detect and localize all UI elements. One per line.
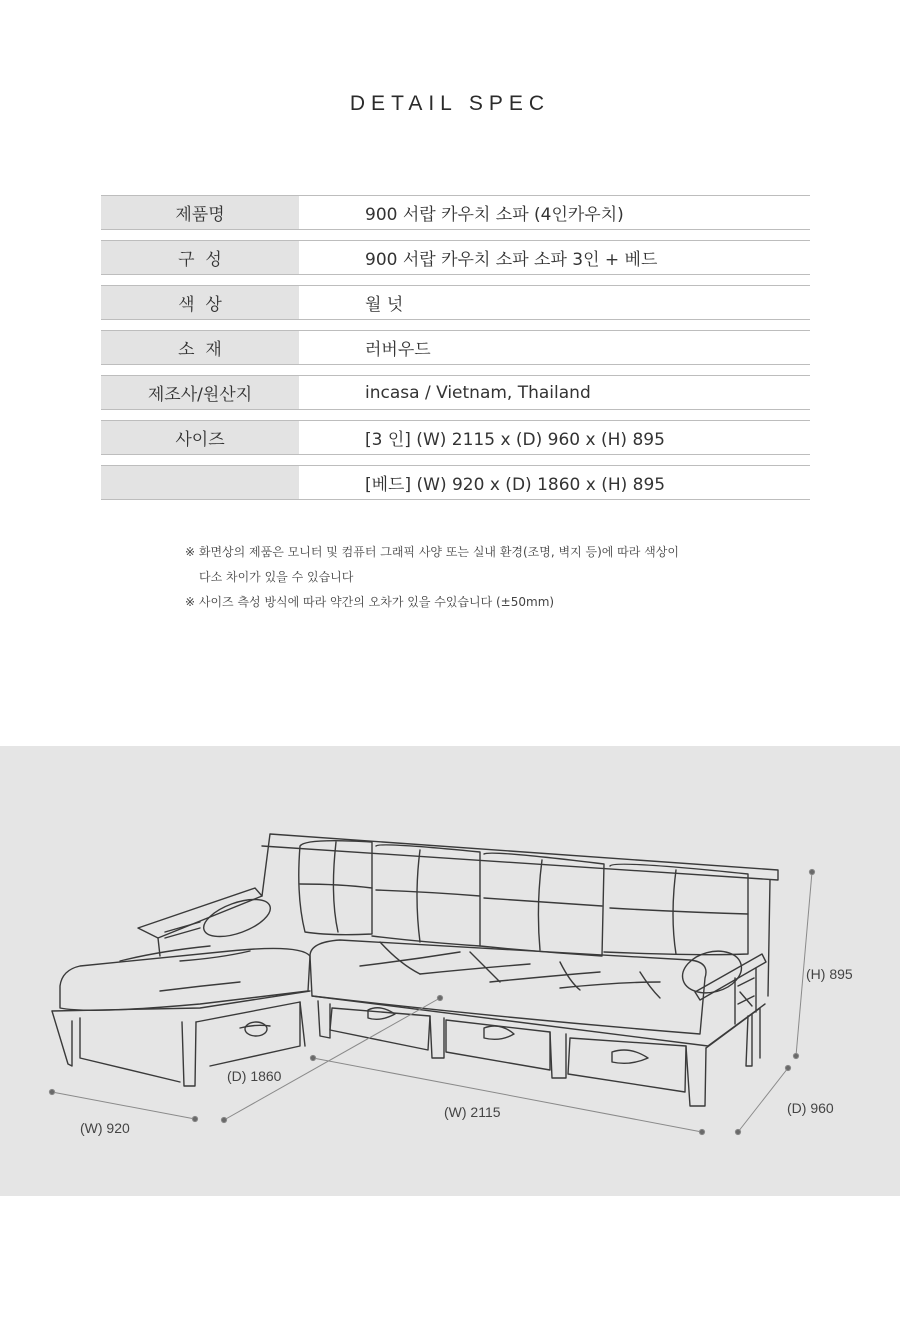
- dim-height: (H) 895: [806, 966, 853, 982]
- notes: [185, 540, 679, 615]
- spec-value: 월 넛: [365, 295, 404, 315]
- spec-value: 900 서랍 카우치 소파 (4인카우치): [365, 205, 624, 225]
- spec-row-color: [101, 285, 810, 320]
- sofa-diagram: [0, 746, 900, 1196]
- spec-row-manufacturer: [101, 375, 810, 410]
- spec-label: 제조사/원산지: [101, 376, 299, 409]
- dim-depth-bed: (D) 1860: [227, 1068, 282, 1084]
- dim-width-bed: (W) 920: [80, 1120, 130, 1136]
- spec-label: 색 상: [101, 286, 299, 319]
- dim-depth-sofa: (D) 960: [787, 1100, 834, 1116]
- spec-value: incasa / Vietnam, Thailand: [365, 382, 591, 403]
- note-line: ※ 사이즈 측성 방식에 따라 약간의 오차가 있을 수있습니다 (±50mm): [185, 595, 555, 609]
- spec-label: [101, 466, 299, 499]
- spec-row-size-sofa: [101, 420, 810, 455]
- spec-row-product-name: [101, 195, 810, 230]
- dim-width-sofa: (W) 2115: [444, 1104, 501, 1120]
- spec-value: [3 인] (W) 2115 x (D) 960 x (H) 895: [365, 430, 665, 450]
- spec-value: [베드] (W) 920 x (D) 1860 x (H) 895: [365, 475, 666, 495]
- spec-row-size-bed: [101, 465, 810, 500]
- spec-label: 구 성: [101, 241, 299, 274]
- spec-row-composition: [101, 240, 810, 275]
- spec-table: [101, 195, 810, 510]
- sofa-line-drawing: [0, 746, 900, 1196]
- spec-label: 제품명: [101, 196, 299, 229]
- spec-row-material: [101, 330, 810, 365]
- note-line: 다소 차이가 있을 수 있습니다: [199, 570, 354, 584]
- spec-value: 러버우드: [365, 340, 431, 360]
- spec-label: 소 재: [101, 331, 299, 364]
- note-line: ※ 화면상의 제품은 모니터 및 컴퓨터 그래픽 사양 또는 실내 환경(조명, 벽지 등)에 따라 색상이: [185, 545, 679, 559]
- spec-value: 900 서랍 카우치 소파 소파 3인 + 베드: [365, 250, 658, 270]
- spec-label: 사이즈: [101, 421, 299, 454]
- page-title: DETAIL SPEC: [349, 92, 551, 115]
